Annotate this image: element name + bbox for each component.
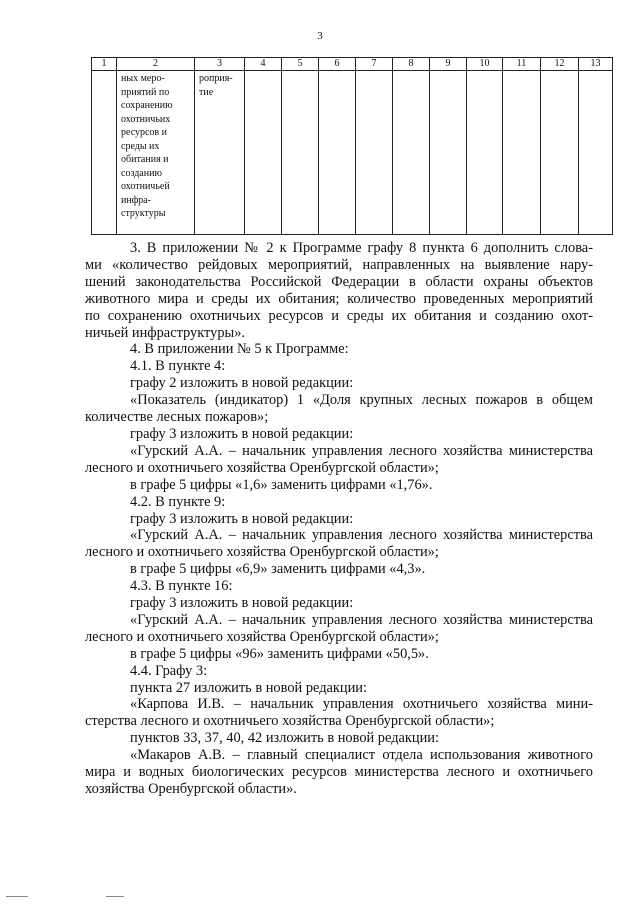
table-cell (245, 71, 282, 235)
page-number: 3 (317, 30, 323, 42)
col-number-cell: 8 (393, 58, 430, 71)
quote-line: стерства лесного и охотничьего хозяйства Оренбургской области»; (85, 713, 495, 730)
col-number-cell: 12 (541, 58, 579, 71)
col-number-cell: 11 (503, 58, 541, 71)
col-number-cell: 7 (356, 58, 393, 71)
subsection-4-1: 4.1. В пункте 4: (130, 358, 226, 375)
table-cell-activity: ных меро- приятий по сохранению охотничьих ресурсов и среды их обитания и созданию охотничьей инфра- структуры (117, 71, 195, 235)
instruction-line: графу 2 изложить в новой редакции: (130, 375, 354, 392)
table-header-row (92, 58, 613, 71)
continuation-table (91, 57, 613, 235)
table-cell (356, 71, 393, 235)
table-cell (319, 71, 356, 235)
quote-line: лесного и охотничьего хозяйства Оренбургской области»; (85, 628, 439, 645)
instruction-line: пункта 27 изложить в новой редакции: (130, 679, 368, 696)
col-number-cell: 4 (245, 58, 282, 71)
table-row (92, 71, 613, 235)
instruction-line: в графе 5 цифры «96» заменить цифрами «50,5». (130, 645, 429, 662)
subsection-4-2: 4.2. В пункте 9: (130, 493, 226, 510)
table-cell-unit: роприя- тие (195, 71, 245, 235)
quote-line: количестве лесных пожаров»; (85, 409, 269, 426)
quote-line: «Макаров А.В. – главный специалист отдела использования животного (130, 747, 593, 764)
table-cell (282, 71, 319, 235)
quote-line: «Гурский А.А. – начальник управления лесного хозяйства министерства (130, 442, 593, 459)
quote-line: хозяйства Оренбургской области». (85, 781, 297, 797)
paragraph-4: 4. В приложении № 5 к Программе: (130, 341, 349, 358)
table-cell (579, 71, 613, 235)
instruction-line: в графе 5 цифры «1,6» заменить цифрами «1,76». (130, 476, 433, 493)
instruction-line: в графе 5 цифры «6,9» заменить цифрами «4,3». (130, 561, 426, 578)
col-number-cell: 13 (579, 58, 613, 71)
col-number-cell: 3 (195, 58, 245, 71)
paragraph-3-line: ничьей инфраструктуры». (85, 324, 246, 341)
table-cell (430, 71, 467, 235)
instruction-line: графу 3 изложить в новой редакции: (130, 425, 354, 442)
scan-edge-mark (6, 896, 28, 897)
paragraph-3-line: шений законодательства Российской Федерации в области охраны объектов (85, 273, 593, 290)
col-number-cell: 10 (467, 58, 503, 71)
paragraph-3-line: животного мира и среды их обитания; количество проведенных мероприятий (85, 290, 593, 307)
table-cell (541, 71, 579, 235)
quote-line: «Гурский А.А. – начальник управления лесного хозяйства министерства (130, 527, 593, 544)
col-number-cell: 1 (92, 58, 117, 71)
col-number-cell: 2 (117, 58, 195, 71)
quote-line: лесного и охотничьего хозяйства Оренбургской области»; (85, 459, 439, 476)
subsection-4-3: 4.3. В пункте 16: (130, 578, 233, 595)
instruction-line: пунктов 33, 37, 40, 42 изложить в новой редакции: (130, 730, 440, 747)
col-number-cell: 9 (430, 58, 467, 71)
quote-line: «Гурский А.А. – начальник управления лесного хозяйства министерства (130, 611, 593, 628)
paragraph-3-line: ми «количество рейдовых мероприятий, направленных на выявление нару- (85, 256, 593, 273)
subsection-4-4: 4.4. Графу 3: (130, 662, 208, 679)
instruction-line: графу 3 изложить в новой редакции: (130, 510, 354, 527)
quote-line: лесного и охотничьего хозяйства Оренбургской области»; (85, 544, 439, 561)
quote-line: «Показатель (индикатор) 1 «Доля крупных лесных пожаров в общем (130, 392, 593, 409)
table-cell (92, 71, 117, 235)
scan-edge-mark (106, 896, 124, 897)
col-number-cell: 6 (319, 58, 356, 71)
paragraph-3-line: 3. В приложении № 2 к Программе графу 8 пункта 6 дополнить слова- (130, 240, 593, 256)
paragraph-3-line: по сохранению охотничьих ресурсов и среды их обитания и созданию охот- (85, 307, 593, 324)
table-cell (393, 71, 430, 235)
quote-line: мира и водных биологических ресурсов министерства лесного и охотничьего (85, 764, 593, 781)
col-number-cell: 5 (282, 58, 319, 71)
instruction-line: графу 3 изложить в новой редакции: (130, 595, 354, 612)
table-cell (467, 71, 503, 235)
table-cell (503, 71, 541, 235)
document-body (85, 240, 593, 798)
quote-line: «Карпова И.В. – начальник управления охотничьего хозяйства мини- (130, 696, 593, 713)
